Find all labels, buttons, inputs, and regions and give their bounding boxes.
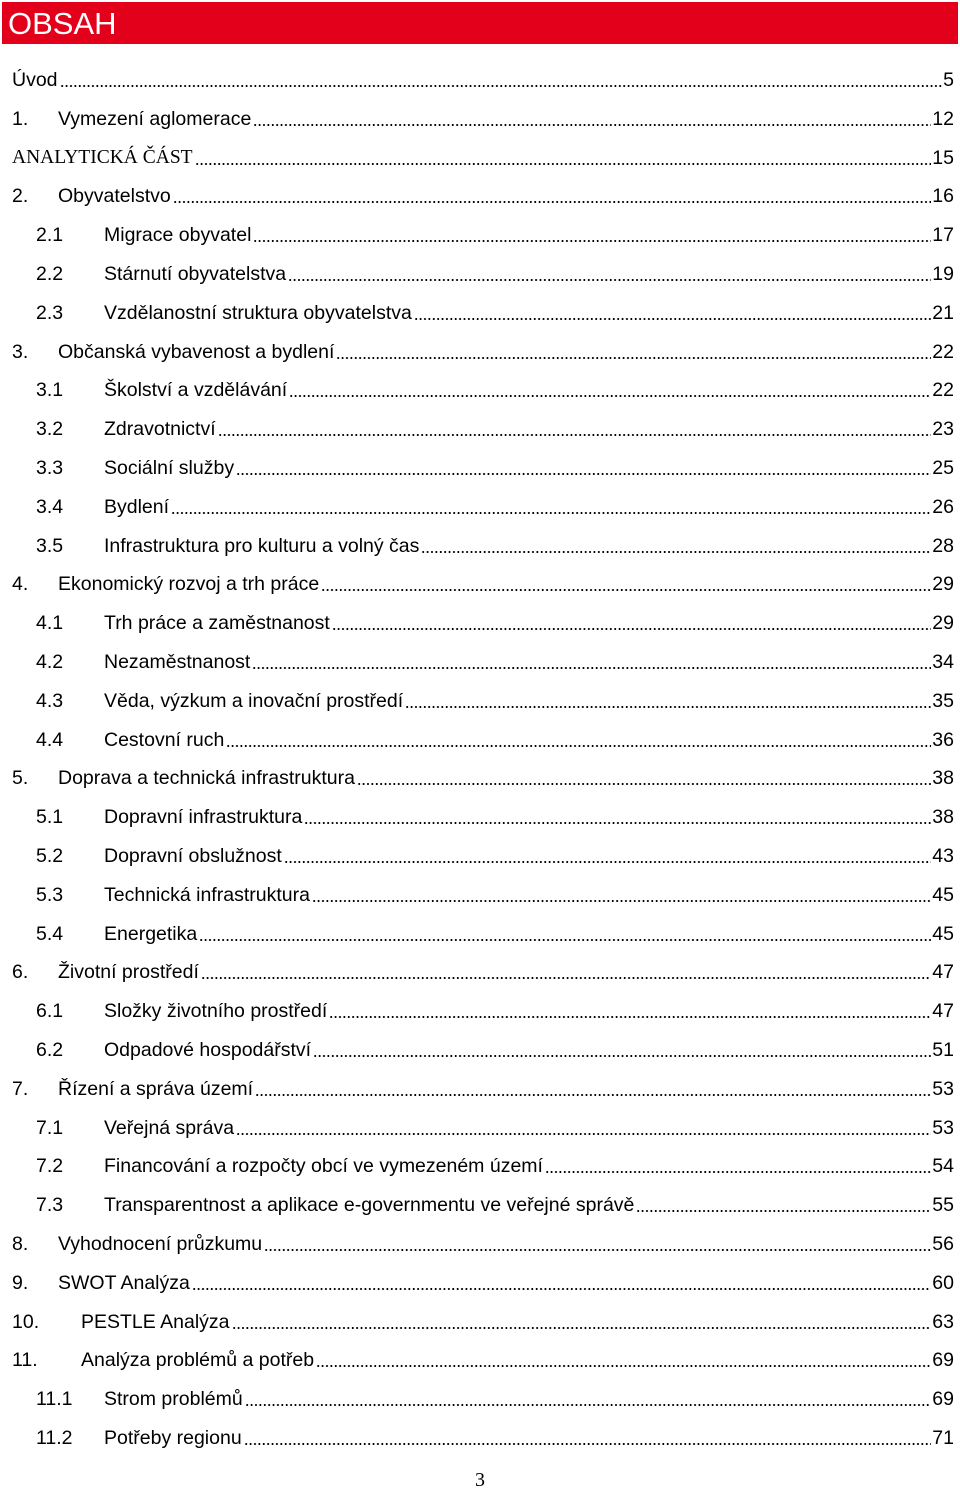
toc-entry-page: 55: [932, 1194, 954, 1217]
toc-entry-title: Dopravní infrastruktura: [104, 806, 303, 829]
toc-entry-number: 2.3: [36, 301, 64, 324]
toc-entry-title: Řízení a správa území: [58, 1077, 254, 1100]
toc-entry[interactable]: [0, 1070, 960, 1109]
toc-entry-number: 11.: [12, 1349, 38, 1372]
toc-entry[interactable]: [0, 449, 960, 488]
dot-leader: [252, 667, 931, 669]
toc-entry[interactable]: [0, 1225, 960, 1264]
toc-entry-title: Občanská vybavenost a bydlení: [58, 340, 335, 363]
toc-entry-page: 12: [932, 107, 954, 130]
toc-entry[interactable]: [0, 953, 960, 992]
toc-entry-number: 2.1: [36, 224, 64, 247]
toc-entry[interactable]: [0, 255, 960, 294]
page-number: 3: [475, 1469, 485, 1491]
toc-entry-number: 3.2: [36, 418, 64, 441]
toc-entry[interactable]: [0, 604, 960, 643]
toc-entry-page: 16: [932, 185, 954, 208]
toc-entry-page: 71: [932, 1426, 954, 1449]
dot-leader: [313, 1055, 931, 1057]
toc-entry-number: 9.: [12, 1271, 29, 1294]
toc-entry-title: Vyhodnocení průzkumu: [58, 1232, 263, 1255]
dot-leader: [304, 822, 931, 824]
dot-leader: [321, 589, 931, 591]
toc-entry[interactable]: [0, 139, 960, 178]
toc-entry-title: Analýza problémů a potřeb: [81, 1349, 315, 1372]
toc-entry[interactable]: [0, 1109, 960, 1148]
dot-leader: [284, 861, 932, 863]
toc-entry[interactable]: [0, 1031, 960, 1070]
toc-entry[interactable]: [0, 837, 960, 876]
dot-leader: [289, 395, 931, 397]
toc-entry[interactable]: [0, 1186, 960, 1225]
toc-entry-number: 5.3: [36, 883, 64, 906]
toc-entry-number: 6.: [12, 961, 29, 984]
page-title: OBSAH: [8, 6, 117, 41]
toc-entry-number: 11.2: [36, 1426, 73, 1449]
dot-leader: [332, 628, 931, 630]
toc-entry-title: Doprava a technická infrastruktura: [58, 767, 355, 790]
toc-entry-title: Bydlení: [104, 495, 170, 518]
toc-entry[interactable]: [0, 798, 960, 837]
toc-entry[interactable]: [0, 371, 960, 410]
dot-leader: [232, 1327, 932, 1329]
toc-entry[interactable]: [0, 1341, 960, 1380]
toc-entry-number: 7.1: [36, 1116, 64, 1139]
toc-entry-number: 5.: [12, 767, 29, 790]
toc-entry[interactable]: [0, 876, 960, 915]
toc-entry-page: 21: [932, 301, 954, 324]
toc-entry[interactable]: [0, 721, 960, 760]
dot-leader: [192, 1288, 931, 1290]
toc-entry-page: 23: [932, 418, 954, 441]
toc-entry-title: Dopravní obslužnost: [104, 844, 282, 867]
toc-entry[interactable]: [0, 1419, 960, 1458]
toc-entry-number: 3.: [12, 340, 29, 363]
toc-entry-page: 19: [932, 262, 954, 285]
toc-entry-title: Složky životního prostředí: [104, 1000, 328, 1023]
toc-entry-number: 6.2: [36, 1038, 64, 1061]
toc-entry-page: 15: [932, 146, 954, 169]
toc-entry-page: 5: [943, 69, 954, 91]
toc-entry-number: 4.1: [36, 612, 64, 635]
toc-entry-number: 3.4: [36, 495, 64, 518]
toc-entry-page: 35: [932, 689, 954, 712]
toc-entry-title: Transparentnost a aplikace e-governmentu ve veřejné správě: [104, 1194, 635, 1217]
toc-entry-number: 1.: [12, 107, 29, 130]
toc-entry-title: Potřeby regionu: [104, 1426, 242, 1449]
toc-entry-page: 60: [932, 1271, 954, 1294]
dot-leader: [195, 163, 932, 165]
toc-entry-title: Vymezení aglomerace: [58, 107, 252, 130]
toc-entry-page: 53: [932, 1116, 954, 1139]
dot-leader: [288, 279, 931, 281]
toc-entry-title: Sociální služby: [104, 456, 235, 479]
dot-leader: [173, 201, 932, 203]
toc-entry-title: Technická infrastruktura: [104, 883, 310, 906]
dot-leader: [245, 1404, 932, 1406]
toc-entry[interactable]: [0, 1303, 960, 1342]
toc-entry[interactable]: [0, 992, 960, 1031]
toc-entry[interactable]: [0, 294, 960, 333]
toc-entry-title: Zdravotnictví: [104, 418, 216, 441]
toc-entry-page: 47: [932, 1000, 954, 1023]
dot-leader: [405, 706, 931, 708]
toc-entry[interactable]: [0, 100, 960, 139]
toc-entry[interactable]: [0, 682, 960, 721]
dot-leader: [357, 783, 931, 785]
toc-entry[interactable]: [0, 1147, 960, 1186]
toc-entry-title: Ekonomický rozvoj a trh práce: [58, 573, 320, 596]
toc-entry[interactable]: [0, 410, 960, 449]
toc-entry[interactable]: [0, 333, 960, 372]
toc-entry-title: Veřejná správa: [104, 1116, 235, 1139]
toc-entry-number: 2.2: [36, 262, 64, 285]
table-of-contents: [0, 61, 960, 1458]
toc-entry-title: Strom problémů: [104, 1388, 243, 1411]
toc-entry-title: Úvod: [12, 69, 58, 91]
toc-entry[interactable]: [0, 759, 960, 798]
toc-entry-page: 22: [932, 340, 954, 363]
toc-entry[interactable]: [0, 643, 960, 682]
dot-leader: [336, 357, 931, 359]
dot-leader: [316, 1365, 931, 1367]
toc-entry-title: Stárnutí obyvatelstva: [104, 262, 287, 285]
toc-entry[interactable]: [0, 1264, 960, 1303]
toc-entry-page: 25: [932, 456, 954, 479]
toc-entry-number: 7.: [12, 1077, 29, 1100]
dot-leader: [636, 1210, 931, 1212]
toc-entry-page: 26: [932, 495, 954, 518]
toc-entry-page: 22: [932, 379, 954, 402]
dot-leader: [201, 977, 931, 979]
dot-leader: [236, 473, 931, 475]
toc-entry-number: 4.3: [36, 689, 64, 712]
toc-entry-page: 45: [932, 922, 954, 945]
toc-entry[interactable]: [0, 177, 960, 216]
dot-leader: [421, 551, 931, 553]
toc-entry-title: Financování a rozpočty obcí ve vymezeném území: [104, 1155, 543, 1178]
toc-entry-page: 28: [932, 534, 954, 557]
header-bar: [2, 2, 958, 44]
dot-leader: [253, 240, 931, 242]
dot-leader: [264, 1249, 931, 1251]
toc-entry-number: 2.: [12, 185, 29, 208]
toc-entry-title: Energetika: [104, 922, 198, 945]
toc-entry-title: ANALYTICKÁ ČÁST: [12, 146, 193, 168]
toc-entry[interactable]: [0, 527, 960, 566]
toc-entry-title: Školství a vzdělávání: [104, 379, 288, 402]
toc-entry-page: 38: [932, 806, 954, 829]
toc-entry-page: 47: [932, 961, 954, 984]
toc-entry-number: 11.1: [36, 1388, 73, 1411]
toc-entry-page: 69: [932, 1349, 954, 1372]
dot-leader: [199, 939, 931, 941]
dot-leader: [545, 1171, 931, 1173]
dot-leader: [414, 318, 931, 320]
toc-entry-page: 53: [932, 1077, 954, 1100]
toc-entry-number: 4.4: [36, 728, 64, 751]
toc-entry[interactable]: [0, 565, 960, 604]
toc-entry-page: 56: [932, 1232, 954, 1255]
toc-entry-number: 3.1: [36, 379, 64, 402]
dot-leader: [171, 512, 931, 514]
dot-leader: [255, 1094, 931, 1096]
toc-entry-page: 51: [932, 1038, 954, 1061]
toc-entry-number: 8.: [12, 1232, 29, 1255]
toc-entry-number: 6.1: [36, 1000, 64, 1023]
toc-entry-title: Cestovní ruch: [104, 728, 225, 751]
toc-entry-title: Vzdělanostní struktura obyvatelstva: [104, 301, 412, 324]
toc-entry-number: 4.2: [36, 650, 64, 673]
dot-leader: [312, 900, 931, 902]
toc-entry-number: 7.3: [36, 1194, 64, 1217]
toc-entry[interactable]: [0, 61, 960, 100]
dot-leader: [218, 434, 932, 436]
toc-entry-title: Nezaměstnanost: [104, 650, 251, 673]
dot-leader: [226, 745, 931, 747]
toc-entry-page: 29: [932, 573, 954, 596]
toc-entry-title: Životní prostředí: [58, 961, 199, 984]
toc-entry-page: 17: [932, 224, 954, 247]
toc-entry-page: 29: [932, 612, 954, 635]
toc-entry-number: 7.2: [36, 1155, 64, 1178]
dot-leader: [60, 85, 943, 87]
dot-leader: [244, 1443, 932, 1445]
toc-entry-title: PESTLE Analýza: [81, 1310, 230, 1333]
dot-leader: [253, 124, 931, 126]
toc-entry-title: Migrace obyvatel: [104, 224, 252, 247]
dot-leader: [329, 1016, 931, 1018]
toc-entry-number: 5.2: [36, 844, 64, 867]
toc-entry[interactable]: [0, 216, 960, 255]
toc-entry-page: 54: [932, 1155, 954, 1178]
toc-entry-page: 69: [932, 1388, 954, 1411]
toc-entry-number: 4.: [12, 573, 29, 596]
toc-entry-page: 36: [932, 728, 954, 751]
toc-entry-title: SWOT Analýza: [58, 1271, 190, 1294]
toc-entry-page: 45: [932, 883, 954, 906]
toc-entry-title: Obyvatelstvo: [58, 185, 171, 208]
toc-entry-number: 5.1: [36, 806, 64, 829]
toc-entry-number: 10.: [12, 1310, 40, 1333]
toc-entry-page: 34: [932, 650, 954, 673]
toc-entry-page: 63: [932, 1310, 954, 1333]
toc-entry-title: Věda, výzkum a inovační prostředí: [104, 689, 404, 712]
toc-entry-page: 38: [932, 767, 954, 790]
toc-entry-title: Odpadové hospodářství: [104, 1038, 312, 1061]
toc-entry-page: 43: [932, 844, 954, 867]
toc-entry[interactable]: [0, 915, 960, 954]
dot-leader: [236, 1133, 931, 1135]
toc-entry[interactable]: [0, 488, 960, 527]
toc-entry-title: Infrastruktura pro kulturu a volný čas: [104, 534, 420, 557]
toc-entry[interactable]: [0, 1380, 960, 1419]
toc-entry-number: 3.5: [36, 534, 64, 557]
toc-entry-title: Trh práce a zaměstnanost: [104, 612, 330, 635]
toc-entry-number: 3.3: [36, 456, 64, 479]
toc-entry-number: 5.4: [36, 922, 64, 945]
